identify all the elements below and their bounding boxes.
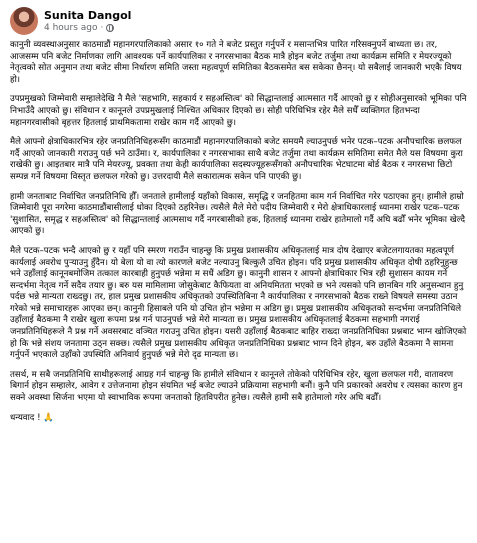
meta-separator: · bbox=[100, 22, 104, 33]
author-block bbox=[44, 9, 131, 34]
post-paragraph-1: कानुनी व्यवस्थाअनुसार काठमाडौं महानगरपालिकाको असार १० गते ने बजेट प्रस्तुत गर्नुपर्ने र मसान्तभित्र पारित गरिसक्नुपर्ने बाध्यता छ। तर, आजसम्म पनि बजेट निर्माणका लागि आवश्यक पर्ने कार्यपालिका र नगरसभाका बैठक मात्रै होइन बजेट तर्जुमा तथा कार्यक्रम समिति र मेयरज्यूको नेतृत्वको सोत अनुमान तथा बजेट सीमा निर्धारण समिति जस्ता महत्वपूर्ण समितिका बैठकसमेत बस सकेका छैनन्। यो सबैलाई जानकारी भएकै विषय हो। bbox=[10, 40, 462, 85]
post-time[interactable]: 4 hours ago bbox=[44, 22, 98, 33]
author-name[interactable]: Sunita Dangol bbox=[44, 8, 132, 22]
post-paragraph-5: मैले पटक–पटक भन्दै आएको छु र यहाँ पनि स्मरण गराउँन चाहन्छु कि प्रमुख प्रशासकीय अधिकृतलाई मात्र दोष देखाएर बजेटलगायतका महत्वपूर्ण कार्यलाई अवरोध पुर्‍याउनु हुँदैन। यो बेला यो वा त्यो कारणले बजेट नल्याउनु बिल्कुलै उचित होइन। पदि प्रमुख प्रशासकीय अधिकृत दोषी ठहरिनुहुन्छ भने उहाँलाई कानूनबमोजिम तत्काल कारबाही हुनुपर्छ भन्नेमा म सधैं अडिग छु। कानुनी शासन र आफ्नो क्षेत्राधिकार भित्र रही सुशासन कायम गर्ने सन्दर्भमा नेतृत्व गर्ने सदैव तयार छु। बरु यस मामिलामा जोसुकेबाट कैफियता वा अनियमितता भएको छ भने त्यसको पनि छानबिन गरि अनुसन्धान हुनु पर्दछ भन्ने मान्यता राख्दछु। तर, हाल प्रमुख प्रशासकीय अधिकृतको उपस्थितिबिना नै कार्यपालिका र नगरसभाको बैठक राख्ने विषयले समस्या उठान गरेको भन्ने समाचारहरू आएका छन्। कानुनी हिसाबले पनि यो उचित होन भन्नेमा म अडिग छु। प्रमुख प्रशासकीय अधिकृतको सन्दर्भमा जनप्रतिनिधिले उहाँलाई बैठकमा नै राखेर खुला रूपमा प्रश्न गर्न पाउनुपर्छ भन्ने मेरो मान्यता छ। प्रमुख प्रशासकीय अधिकृतलाई बैठकमा सहभागी नगराई जनप्रतिनिधिहरूले नै प्रश्न गर्ने अवसरबाट वञ्चित गराउनु उचित होइन। यसरी उहाँलाई बैठकबाट बाहिर राख्दा जनप्रतिनिधिका प्रश्नबाट भाग्न खोजिएको हो कि भन्ने संशय जनतामा उठ्न सक्छ। त्यसैले प्रमुख प्रशासकीय अधिकृत जनप्रतिनिधिका प्रश्नबाट भाग्न दिने होइन, बरु उहाँले बैठकमा नै सामना गर्नुपर्ने भएकाले उहाँको उपस्थिति अनिवार्य हुनुपर्छ भन्ने मेरो दृढ मान्यता छ। bbox=[10, 245, 467, 361]
avatar[interactable] bbox=[10, 7, 38, 35]
post-sign-off: धन्यवाद ! 🙏 bbox=[10, 412, 54, 423]
post-paragraph-4: हामी जनताबाट निर्वाचित जनप्रतिनिधि हौँ। जनताले हामीलाई यहाँको विकास, समृद्धि र जनहितमा काम गर्न निर्वाचित गरेर पठाएका हुन्। हामीले हाम्रो जिम्मेवारी पूरा नगरेमा काठमाडौंबासीलाई धोका दिएको ठहरिनेछ। त्यसैले मैले मेरो पदीय जिम्मेवारी र मेरो क्षेत्राधिकारलाई ध्यानमा राखेर पटक–पटक 'सुशासित, समृद्ध र सहअस्तित्व' को सिद्धान्तलाई आत्मसाथ गर्दै नगरबासीको हक, हितलाई ध्यानमा राखेर हातेमालो गर्दै अघि बढौँ भनेर भूमिका खेल्दै आएको छु। bbox=[10, 191, 466, 237]
post-paragraph-6: तसर्थ, म सबै जनप्रतिनिधि साथीहरूलाई आग्रह गर्न चाहन्छु कि हामीले संविधान र कानूनले तोकेको परिधिभित्र रहेर, खुला छलफल गरी, वातावरण बिगार्न होइन सम्हालेर, आवेग र उत्तेजनामा होइन संयमित भई बजेट ल्याउने प्रक्रियामा सहभागी बनौं। कुनै पनि प्रकारको अवरोध र त्यसका कारण हुन सक्ने अवस्था सिर्जना भएमा यो स्वाभाविक रूपमा जनताको हितविपरीत हुनेछ। त्यसैले हामी सबै हातेमालो गरेर अघि बढौँ। bbox=[10, 369, 463, 404]
post-body bbox=[10, 40, 467, 424]
globe-icon bbox=[106, 24, 114, 32]
post-header bbox=[10, 6, 467, 36]
post-meta bbox=[44, 22, 131, 34]
post-paragraph-3: मैले आफ्नो क्षेत्राधिकारभित्र रहेर जनप्रतिनिधिहरूसँग काठमाडौं महानगरपालिकाको बजेट समयमै ल्याउनुपर्छ भनेर पटक–पटक अनौपचारिक छलफल गर्दै आएको जानकारी गराउनु पर्छ भने ठाउँमा। र, कार्यपालिका र नगरसभाका साथै बजेट तर्जुमा तथा कार्यक्रम समितिमा समेत मैले यस विषयमा कुरा राखेकी छु। आइतबार मात्रै पनि मेयरज्यू, प्रवक्ता तथा केही कार्यपालिका सदस्यज्यूहरूसँगको अनौपचारिक भेटघाटमा बोर्ड बैठक र नगरसभा छिटो सम्पन्न गर्ने विषयमा विस्तृत छलफल गरेको छु। उत्तरदायी मैले सकारात्मक सकेन पनि पाएकी छु। bbox=[10, 137, 463, 182]
post-paragraph-2: उपप्रमुखको जिम्मेवारी सम्हालेदेखि नै मैले 'सहभागि, सहकार्य र सहअस्तित्व' को सिद्धान्तलाई आत्मसात गर्दै आएको छु र सोहीअनुसारको भूमिका पनि निभाउँदै आएको छु। संविधान र कानूनले उपप्रमुखलाई निश्चित अधिकार दिएको छ। सोही परिधिभित्र रहेर मैले सधैँ व्यक्तिगत हितभन्दा महानगरवासीको बृहत्तर हितलाई प्राथमिकतामा राखेर काम गर्दै आएको छु। bbox=[10, 94, 467, 128]
